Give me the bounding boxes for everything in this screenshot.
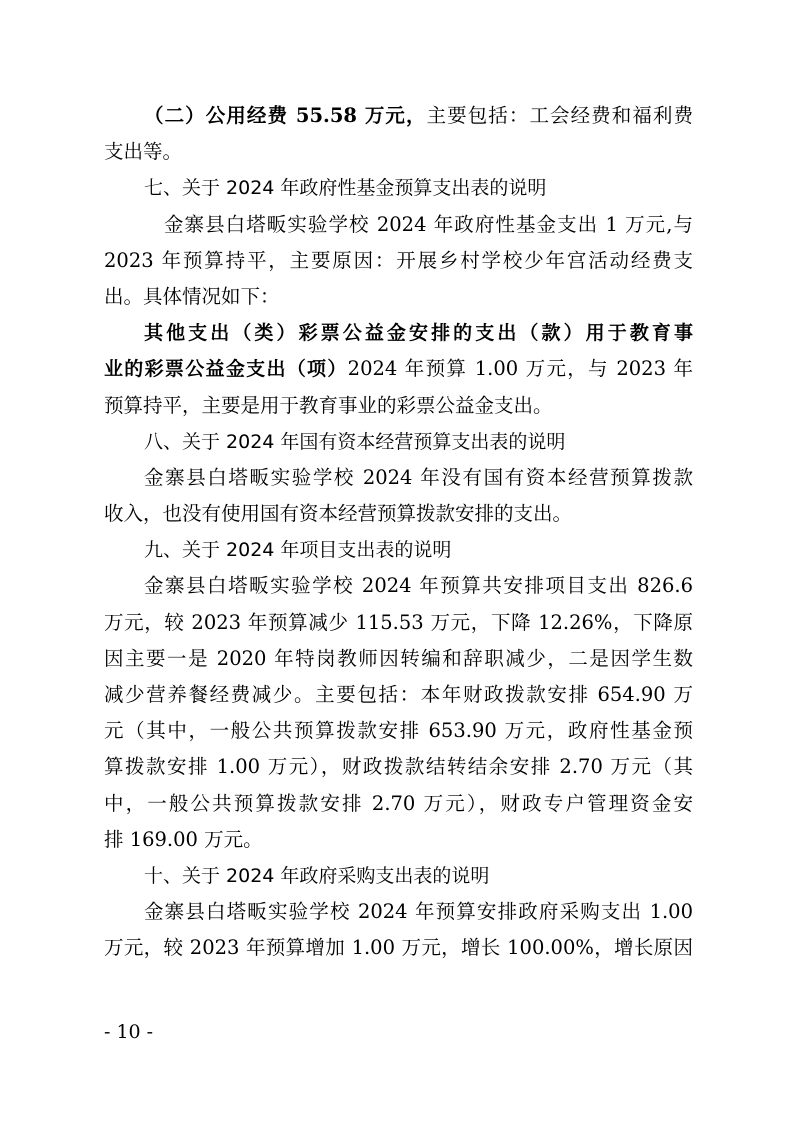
document-body bbox=[104, 98, 693, 967]
paragraph-line: 算拨款安排 1.00 万元），财政拨款结转结余安排 2.70 万元（其 bbox=[104, 755, 693, 779]
paragraph-line: 排 169.00 万元。 bbox=[104, 827, 263, 851]
paragraph-line: 出。具体情况如下： bbox=[104, 284, 280, 308]
paragraph-line bbox=[104, 351, 693, 387]
paragraph-line: 万元，较 2023 年预算减少 115.53 万元，下降 12.26%，下降原 bbox=[104, 610, 693, 634]
paragraph-line: 预算持平，主要是用于教育事业的彩票公益金支出。 bbox=[104, 393, 553, 417]
bold-phrase: 业的彩票公益金支出（项） bbox=[104, 358, 348, 381]
paragraph-line: 金寨县白塔畈实验学校 2024 年政府性基金支出 1 万元,与 bbox=[164, 212, 693, 236]
paragraph-line: 元（其中，一般公共预算拨款安排 653.90 万元，政府性基金预 bbox=[104, 719, 693, 743]
bold-phrase: （二）公用经费 55.58 万元， bbox=[144, 104, 427, 127]
paragraph-line: 收入，也没有使用国有资本经营预算拨款安排的支出。 bbox=[104, 502, 573, 526]
section-heading-9: 九、关于 2024 年项目支出表的说明 bbox=[144, 539, 452, 562]
paragraph-line: 2023 年预算持平，主要原因：开展乡村学校少年宫活动经费支 bbox=[104, 248, 693, 272]
paragraph-line: 减少营养餐经费减少。主要包括：本年财政拨款安排 654.90 万 bbox=[104, 683, 693, 706]
text-phrase: 主要包括：工会经费和福利费 bbox=[426, 104, 693, 127]
section-heading-7: 七、关于 2024 年政府性基金预算支出表的说明 bbox=[144, 177, 547, 200]
section-heading-8: 八、关于 2024 年国有资本经营预算支出表的说明 bbox=[144, 430, 566, 453]
page-number: - 10 - bbox=[104, 1021, 154, 1043]
text-phrase: 2024 年预算 1.00 万元，与 2023 年 bbox=[347, 357, 693, 381]
paragraph-line: 其他支出（类）彩票公益金安排的支出（款）用于教育事 bbox=[144, 322, 693, 345]
paragraph-line: 因主要一是 2020 年特岗教师因转编和辞职减少，二是因学生数 bbox=[104, 646, 693, 670]
paragraph-line: 万元，较 2023 年预算增加 1.00 万元，增长 100.00%，增长原因 bbox=[104, 936, 693, 960]
paragraph-line: 金寨县白塔畈实验学校 2024 年没有国有资本经营预算拨款 bbox=[144, 465, 693, 489]
paragraph-line: 中，一般公共预算拨款安排 2.70 万元），财政专户管理资金安 bbox=[104, 791, 693, 815]
section-heading-10: 十、关于 2024 年政府采购支出表的说明 bbox=[144, 864, 490, 887]
paragraph-line: 支出等。 bbox=[104, 140, 183, 164]
paragraph-line: 金寨县白塔畈实验学校 2024 年预算共安排项目支出 826.6 bbox=[144, 574, 693, 598]
paragraph-line: 金寨县白塔畈实验学校 2024 年预算安排政府采购支出 1.00 bbox=[144, 900, 693, 924]
paragraph-line bbox=[104, 98, 693, 134]
